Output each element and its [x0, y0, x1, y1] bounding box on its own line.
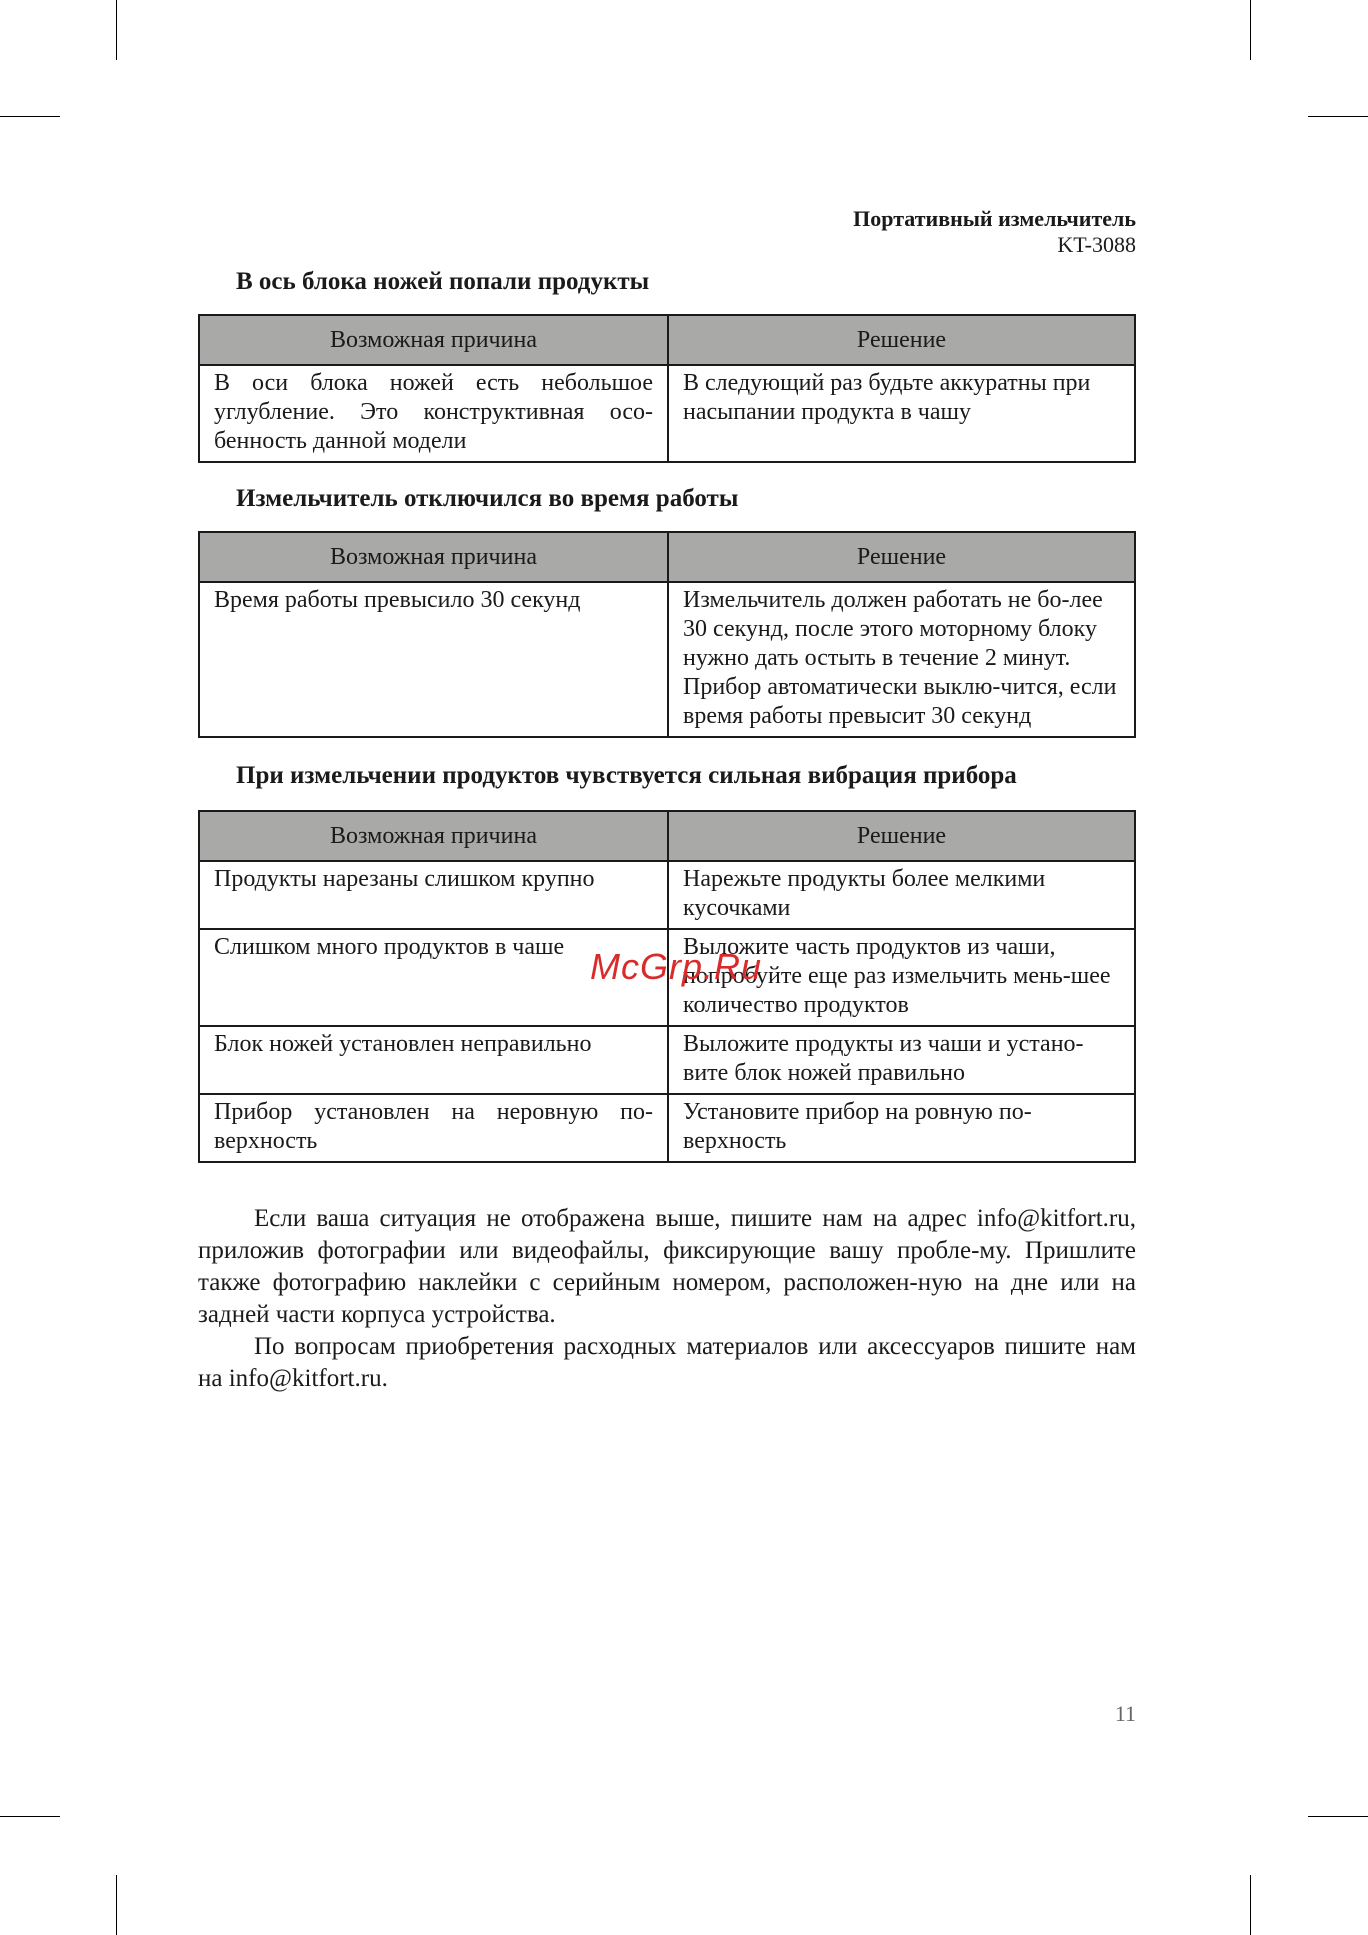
cause-cell: В оси блока ножей есть небольшое углубление. Это конструктивная осо-бенность данной модели	[199, 365, 668, 462]
cause-cell: Слишком много продуктов в чаше	[199, 929, 668, 1026]
crop-mark	[0, 116, 60, 117]
solution-cell: Измельчитель должен работать не бо-лее 30 секунд, после этого моторному блоку нужно дать остыть в течение 2 минут. Прибор автоматически выклю-чится, если время работы превысит 30 секунд	[668, 582, 1135, 737]
table-header-row	[199, 315, 1135, 365]
solution-cell: В следующий раз будьте аккуратны при насыпании продукта в чашу	[668, 365, 1135, 462]
contact-info	[198, 1203, 1136, 1395]
crop-mark	[1308, 116, 1368, 117]
page-number: 11	[1114, 1701, 1136, 1726]
paragraph-text: По вопросам приобретения расходных материалов или аксессуаров пишите нам на info@kitfort.ru.	[198, 1333, 1136, 1392]
section-title: При измельчении продуктов чувствуется сильная вибрация прибора	[236, 762, 1017, 789]
paragraph	[198, 1331, 1136, 1395]
column-header-solution: Решение	[668, 315, 1135, 365]
section-auto-shutdown	[198, 483, 1136, 738]
table-row	[199, 365, 1135, 462]
section-title: В ось блока ножей попали продукты	[236, 268, 650, 295]
column-header-solution: Решение	[668, 811, 1135, 861]
cause-cell: Продукты нарезаны слишком крупно	[199, 861, 668, 929]
crop-mark	[1250, 0, 1251, 60]
table-row	[199, 582, 1135, 737]
crop-mark	[1250, 1875, 1251, 1935]
column-header-cause: Возможная причина	[199, 532, 668, 582]
table-header-row	[199, 811, 1135, 861]
table-row	[199, 1094, 1135, 1162]
model-number: KT-3088	[1057, 232, 1136, 257]
crop-mark	[1308, 1816, 1368, 1817]
table-row	[199, 1026, 1135, 1094]
paragraph-text: Если ваша ситуация не отображена выше, пишите нам на адрес info@kitfort.ru, приложив фотографии или видеофайлы, фиксирующие вашу пробле-му. Пришлите также фотографию наклейки с серийным номером, расположен-ную на дне или на задней части корпуса устройства.	[198, 1205, 1136, 1328]
paragraph	[198, 1203, 1136, 1331]
cause-cell: Прибор установлен на неровную по-верхность	[199, 1094, 668, 1162]
page-header	[853, 206, 1136, 258]
product-name: Портативный измельчитель	[853, 206, 1136, 231]
table-row	[199, 861, 1135, 929]
solution-cell: Нарежьте продукты более мелкими кусочками	[668, 861, 1135, 929]
crop-mark	[116, 1875, 117, 1935]
solution-cell: Выложите часть продуктов из чаши, попробуйте еще раз измельчить мень-шее количество продуктов	[668, 929, 1135, 1026]
table-header-row	[199, 532, 1135, 582]
troubleshooting-table	[198, 314, 1136, 463]
crop-mark	[116, 0, 117, 60]
troubleshooting-content	[198, 266, 1136, 1395]
solution-cell: Выложите продукты из чаши и устано-вите блок ножей правильно	[668, 1026, 1135, 1094]
cause-cell: Блок ножей установлен неправильно	[199, 1026, 668, 1094]
section-knife-axis	[198, 266, 1136, 463]
section-title: Измельчитель отключился во время работы	[236, 485, 739, 512]
column-header-cause: Возможная причина	[199, 315, 668, 365]
troubleshooting-table	[198, 531, 1136, 738]
cause-cell: Время работы превысило 30 секунд	[199, 582, 668, 737]
crop-mark	[0, 1816, 60, 1817]
column-header-cause: Возможная причина	[199, 811, 668, 861]
watermark: McGrp.Ru	[590, 946, 763, 987]
column-header-solution: Решение	[668, 532, 1135, 582]
solution-cell: Установите прибор на ровную по-верхность	[668, 1094, 1135, 1162]
